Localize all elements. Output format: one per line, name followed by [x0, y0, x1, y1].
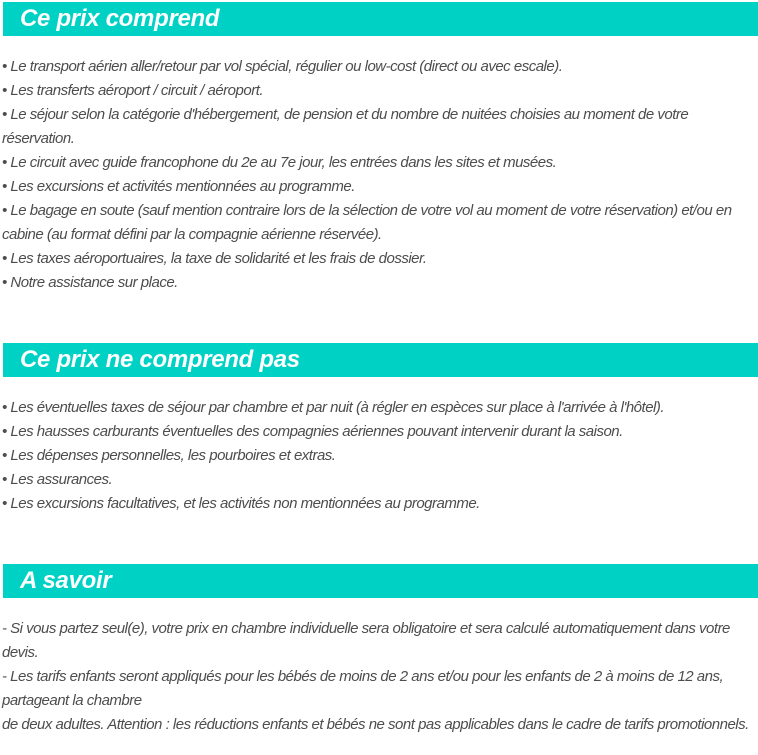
price-includes-list: [0, 36, 758, 295]
list-item: • Le séjour selon la catégorie d'hébergement, de pension et du nombre de nuitées choisies au moment de votre réservation.: [2, 106, 689, 147]
list-item: • Notre assistance sur place.: [2, 274, 178, 291]
price-includes-header-bar: [3, 2, 758, 36]
list-item: • Le circuit avec guide francophone du 2e au 7e jour, les entrées dans les sites et musées.: [2, 154, 557, 171]
price-includes-title: Ce prix comprend: [20, 5, 220, 32]
list-item: • Les excursions et activités mentionnées au programme.: [2, 178, 355, 195]
list-item: • Le bagage en soute (sauf mention contraire lors de la sélection de votre vol au moment de votre réservation) et/ou en cabine (au format défini par la compagnie aérienne réservée).: [2, 202, 732, 243]
price-excludes-list: [0, 377, 758, 516]
list-item: • Les excursions facultatives, et les activités non mentionnées au programme.: [2, 495, 480, 512]
list-item: - Si vous partez seul(e), votre prix en chambre individuelle sera obligatoire et sera calculé automatiquement dans votre devis.: [2, 620, 730, 661]
good-to-know-title: A savoir: [20, 567, 112, 594]
list-item: • Les assurances.: [2, 471, 113, 488]
section-price-excludes: [0, 343, 758, 516]
good-to-know-header-bar: [3, 564, 758, 598]
list-item: • Les éventuelles taxes de séjour par chambre et par nuit (à régler en espèces sur place à l'arrivée à l'hôtel).: [2, 399, 665, 416]
section-price-includes: [0, 2, 758, 295]
good-to-know-list: [0, 598, 758, 737]
list-item: • Les hausses carburants éventuelles des compagnies aériennes pouvant intervenir durant la saison.: [2, 423, 623, 440]
list-item: de deux adultes. Attention : les réductions enfants et bébés ne sont pas applicables dans le cadre de tarifs promotionnels.: [2, 716, 749, 733]
list-item: • Les dépenses personnelles, les pourboires et extras.: [2, 447, 336, 464]
list-item: • Les transferts aéroport / circuit / aéroport.: [2, 82, 264, 99]
list-item: • Les taxes aéroportuaires, la taxe de solidarité et les frais de dossier.: [2, 250, 427, 267]
price-excludes-title: Ce prix ne comprend pas: [20, 346, 300, 373]
list-item: - Les tarifs enfants seront appliqués pour les bébés de moins de 2 ans et/ou pour les enfants de 2 à moins de 12 ans, partageant la chambre: [2, 668, 724, 709]
price-excludes-header-bar: [3, 343, 758, 377]
list-item: • Le transport aérien aller/retour par vol spécial, régulier ou low-cost (direct ou avec escale).: [2, 58, 563, 75]
section-good-to-know: [0, 564, 758, 737]
